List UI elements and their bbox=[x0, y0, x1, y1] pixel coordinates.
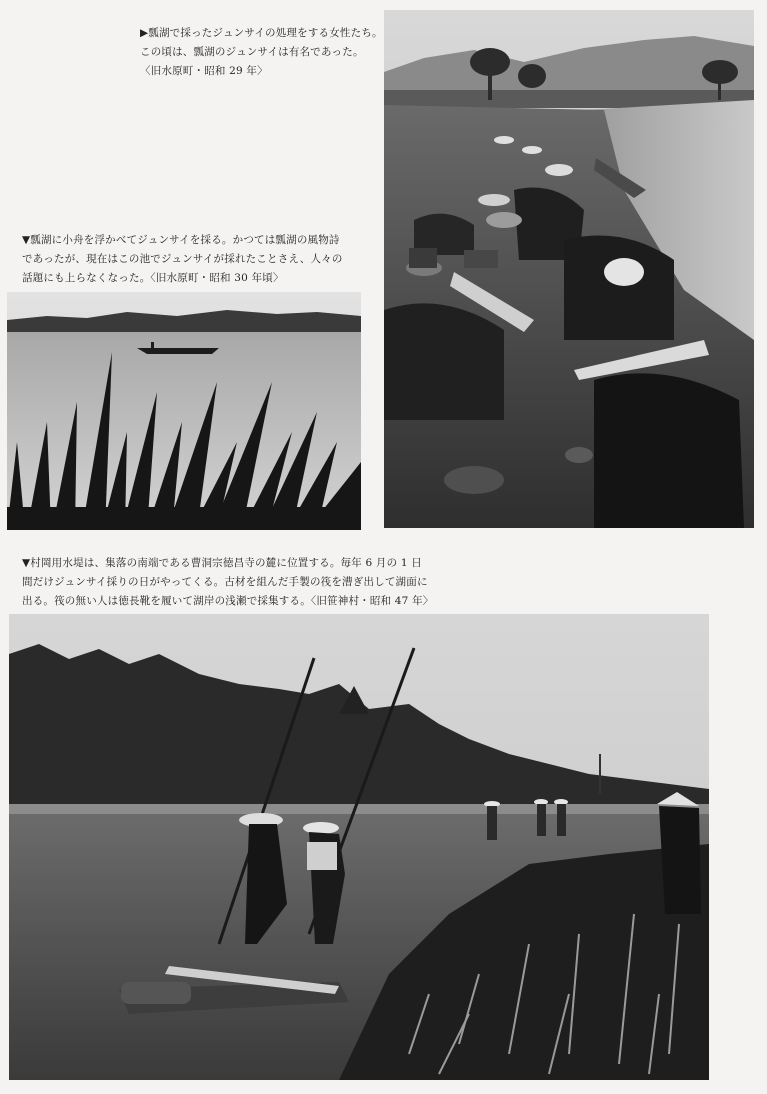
caption-line: ▼瓢湖に小舟を浮かべてジュンサイを採る。かつては瓢湖の風物詩 bbox=[22, 234, 340, 246]
caption-line: ▼村岡用水堤は、集落の南端である曹洞宗徳昌寺の麓に位置する。毎年 6 月の 1 日 bbox=[22, 557, 422, 569]
photo-boat-on-lake bbox=[7, 292, 361, 530]
caption-middle bbox=[22, 231, 343, 288]
caption-line: 出る。筏の無い人は徳長靴を履いて湖岸の浅瀬で採集する。〈旧笹神村・昭和 47 年〉 bbox=[22, 595, 434, 607]
caption-line: ▶瓢湖で採ったジュンサイの処理をする女性たち。 bbox=[140, 27, 383, 39]
caption-line: 〈旧水原町・昭和 29 年〉 bbox=[140, 65, 268, 77]
caption-top bbox=[140, 24, 383, 81]
photo-women-processing-junsai-image bbox=[384, 10, 754, 528]
caption-bottom bbox=[22, 554, 433, 611]
caption-line: この頃は、瓢湖のジュンサイは有名であった。 bbox=[140, 46, 364, 58]
photo-women-processing-junsai bbox=[384, 10, 754, 528]
photo-raft-junsai-harvest-image bbox=[9, 614, 709, 1080]
caption-line: であったが、現在はこの池でジュンサイが採れたことさえ、人々の bbox=[22, 253, 343, 265]
photo-raft-junsai-harvest bbox=[9, 614, 709, 1080]
caption-line: 間だけジュンサイ採りの日がやってくる。古材を組んだ手製の筏を漕ぎ出して湖面に bbox=[22, 576, 428, 588]
photo-boat-on-lake-image bbox=[7, 292, 361, 530]
caption-line: 話題にも上らなくなった。〈旧水原町・昭和 30 年頃〉 bbox=[22, 272, 284, 284]
